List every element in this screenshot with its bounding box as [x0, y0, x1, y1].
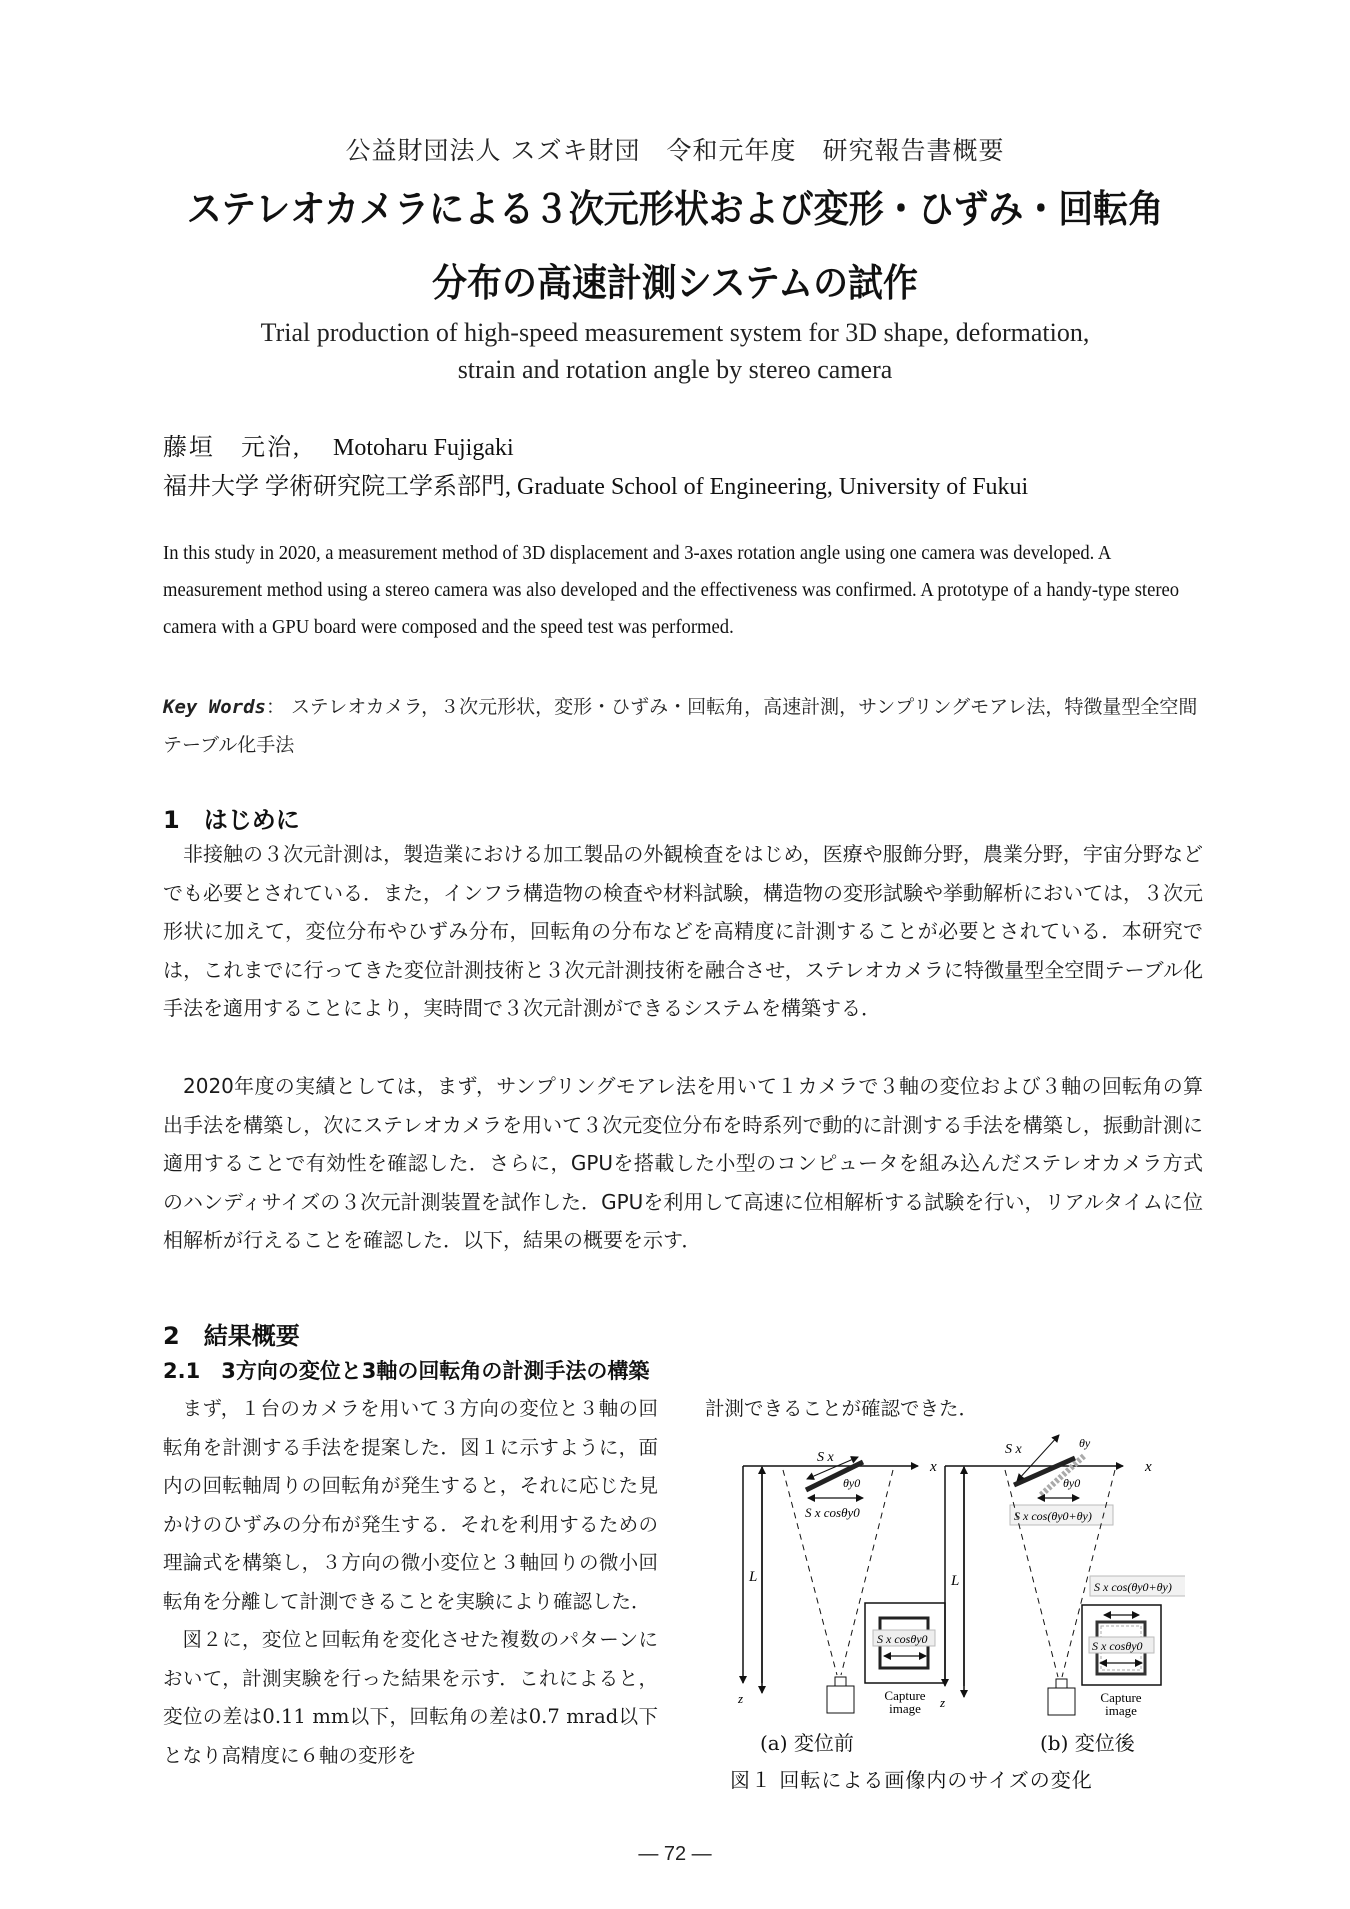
sx-cos-label: S x cosθy0	[805, 1505, 860, 1520]
capture-sx-cos-label: S x cosθy0	[877, 1632, 928, 1646]
paragraph: 非接触の３次元計測は，製造業における加工製品の外観検査をはじめ，医療や服飾分野，農業分野，宇宙分野などでも必要とされている．また，インフラ構造物の検査や材料試験，構造物の変形試験や挙動解析においては，３次元形状に加えて，変位分布やひずみ分布，回転角の分布などを高精度に計測することが必要とされている．本研究では，これまでに行ってきた変位計測技術と３次元計測技術を融合させ，ステレオカメラに特徴量型全空間テーブル化手法を適用することにより，実時間で３次元計測ができるシステムを構築する．	[163, 842, 1203, 1020]
sx-label-b: S x	[1005, 1442, 1022, 1457]
panel-a	[737, 1450, 945, 1716]
title-ja-line1: ステレオカメラによる３次元形状および変形・ひずみ・回転角	[186, 187, 1164, 231]
image-label: image	[889, 1701, 921, 1716]
capture-label-b: Capture	[1100, 1690, 1142, 1705]
abstract: In this study in 2020, a measurement method of 3D displacement and 3-axes rotation angle using one camera was developed. A measurement method using a stereo camera was also developed and the effectiveness was confirmed. A prototype of a handy-type stereo camera with a GPU board were composed and the speed test was performed.	[163, 542, 1180, 638]
keywords-text: ステレオカメラ，３次元形状，変形・ひずみ・回転角，高速計測，サンプリングモアレ法，特徴量型全空間テーブル化手法	[163, 696, 1198, 756]
report-header: 公益財団法人 スズキ財団 令和元年度 研究報告書概要	[345, 136, 1005, 165]
affiliation: 福井大学 学術研究院工学系部門, Graduate School of Engineering, University of Fukui	[163, 474, 1029, 500]
author	[163, 427, 514, 462]
distance-label-b: L	[951, 1573, 960, 1589]
paragraph: 図２に，変位と回転角を変化させた複数のパターンにおいて，計測実験を行った結果を示す．これによると，変位の差は0.11 mm以下，回転角の差は0.7 mrad以下となり高精度に６軸の変形を	[163, 1628, 658, 1767]
page-number: — 72 —	[638, 1843, 712, 1865]
figure1-caption: 図１ 回転による画像内のサイズの変化	[730, 1768, 1093, 1792]
title-en-line2: strain and rotation angle by stereo camera	[457, 355, 893, 384]
x-axis-label: x	[930, 1459, 937, 1475]
section2-1-heading: 2.1 3方向の変位と3軸の回転角の計測手法の構築	[163, 1359, 650, 1383]
keywords	[163, 688, 1203, 764]
theta-y0-label-b: θy0	[1063, 1476, 1081, 1490]
theta-y0-label: θy0	[843, 1476, 861, 1490]
title-en-line1: Trial production of high-speed measurement system for 3D shape, deformation,	[260, 318, 1090, 347]
author-name-ja: 藤垣 元治,	[163, 435, 301, 461]
sx-cos-sum-label-2: S x cos(θy0+θy)	[1094, 1580, 1172, 1594]
x-axis-label-b: x	[1145, 1459, 1152, 1475]
paragraph: まず，１台のカメラを用いて３方向の変位と３軸の回転角を計測する手法を提案した．図１に示すように，面内の回転軸周りの回転角が発生すると，それに応じた見かけのひずみの分布が発生する．それを利用するための理論式を構築し，３方向の微小変位と３軸回りの微小回転角を分離して計測できることを実験により確認した．	[163, 1397, 658, 1613]
image-label-b: image	[1105, 1703, 1137, 1718]
section1-heading: 1 はじめに	[163, 806, 300, 834]
theta-y-label: θy	[1079, 1436, 1091, 1450]
capture-sx-cos-label-b: S x cosθy0	[1092, 1639, 1143, 1653]
panel-b	[939, 1435, 1185, 1718]
figure1-diagram	[705, 1425, 1185, 1725]
distance-label: L	[749, 1569, 758, 1585]
title-ja-line2: 分布の高速計測システムの試作	[432, 261, 918, 305]
keywords-label: Key Words	[163, 696, 266, 718]
section2-heading: 2 結果概要	[163, 1322, 300, 1350]
section1-paragraph2	[163, 1067, 1203, 1260]
paragraph: 2020年度の実績としては，まず，サンプリングモアレ法を用いて１カメラで３軸の変位および３軸の回転角の算出手法を構築し，次にステレオカメラを用いて３次元変位分布を時系列で動的に計測する手法を構築し，振動計測に適用することで有効性を確認した．さらに，GPUを搭載した小型のコンピュータを組み込んだステレオカメラ方式のハンディサイズの３次元計測装置を試作した．GPUを利用して高速に位相解析する試験を行い，リアルタイムに位相解析が行えることを確認した．以下，結果の概要を示す．	[163, 1074, 1203, 1252]
capture-label: Capture	[884, 1688, 926, 1703]
z-axis-label-b: z	[940, 1695, 946, 1710]
keywords-separator: ：	[265, 696, 285, 718]
author-name-en: Motoharu Fujigaki	[333, 435, 514, 461]
figure1-subcaption-b: (b) 変位後	[1040, 1731, 1135, 1755]
sx-cos-sum-label: S x cos(θy0+θy)	[1014, 1509, 1092, 1523]
sx-label: S x	[817, 1450, 834, 1465]
z-axis-label: z	[738, 1691, 744, 1706]
section1-paragraph1	[163, 835, 1203, 1028]
left-column	[163, 1390, 658, 1775]
figure1-subcaption-a: (a) 変位前	[760, 1731, 854, 1755]
right-column-text: 計測できることが確認できた．	[705, 1397, 979, 1420]
